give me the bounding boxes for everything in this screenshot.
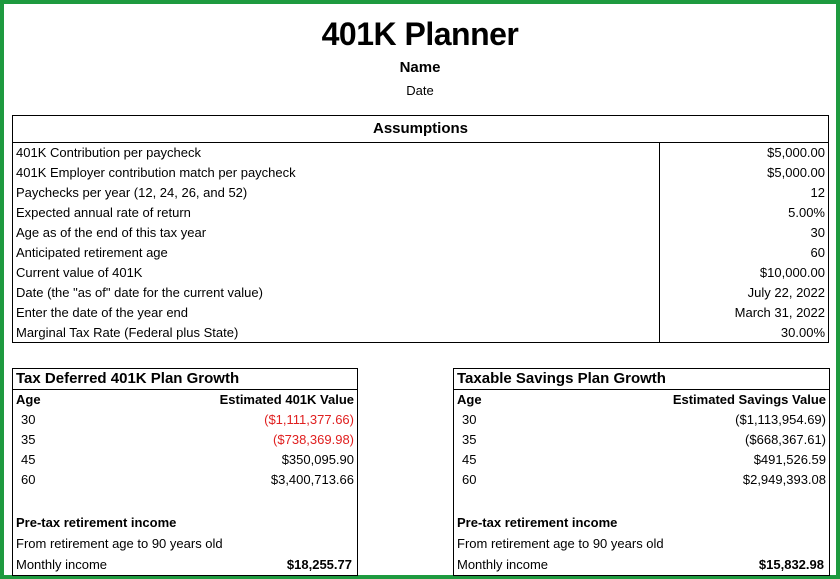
age-cell: 30 — [21, 412, 36, 427]
assumption-value[interactable]: 12 — [810, 185, 825, 200]
monthly-income-label: Monthly income — [457, 557, 549, 572]
table-row — [13, 430, 357, 450]
age-cell: 35 — [462, 432, 477, 447]
assumption-label: Expected annual rate of return — [13, 203, 660, 223]
assumption-label: 401K Employer contribution match per paycheck — [13, 163, 660, 183]
income-heading: Pre-tax retirement income — [457, 515, 618, 530]
table-row — [454, 430, 829, 450]
age-cell: 60 — [21, 472, 36, 487]
monthly-income-row — [13, 555, 357, 575]
assumption-value[interactable]: March 31, 2022 — [734, 305, 825, 320]
tax-deferred-title: Tax Deferred 401K Plan Growth — [13, 369, 357, 390]
assumption-row — [13, 183, 828, 203]
date-field[interactable]: Date — [406, 83, 434, 98]
assumption-row — [13, 163, 828, 183]
assumption-label: Anticipated retirement age — [13, 243, 660, 263]
assumption-row — [13, 203, 828, 223]
table-row — [13, 410, 357, 430]
assumption-value[interactable]: 60 — [810, 245, 825, 260]
value-column-header: Estimated Savings Value — [672, 392, 826, 407]
assumption-row — [13, 243, 828, 263]
assumption-row — [13, 143, 828, 163]
assumption-row — [13, 283, 828, 303]
income-note: From retirement age to 90 years old — [457, 536, 664, 551]
assumption-label: Enter the date of the year end — [13, 303, 660, 323]
assumption-label: Marginal Tax Rate (Federal plus State) — [13, 323, 660, 343]
assumption-value[interactable]: July 22, 2022 — [747, 285, 825, 300]
assumption-value[interactable]: 30 — [810, 225, 825, 240]
assumption-row — [13, 223, 828, 243]
assumption-label: Date (the "as of" date for the current value) — [13, 283, 660, 303]
value-cell: $2,949,393.08 — [742, 472, 826, 487]
assumption-row — [13, 263, 828, 283]
age-cell: 60 — [462, 472, 477, 487]
age-cell: 45 — [462, 452, 477, 467]
value-cell: $491,526.59 — [753, 452, 826, 467]
age-cell: 35 — [21, 432, 36, 447]
value-column-header: Estimated 401K Value — [219, 392, 354, 407]
table-header — [454, 390, 829, 410]
monthly-income-value: $18,255.77 — [286, 557, 352, 572]
assumption-label: 401K Contribution per paycheck — [13, 143, 660, 163]
age-cell: 45 — [21, 452, 36, 467]
assumptions-heading: Assumptions — [13, 116, 828, 143]
value-cell: $3,400,713.66 — [270, 472, 354, 487]
taxable-savings-title: Taxable Savings Plan Growth — [454, 369, 829, 390]
value-cell: ($668,367.61) — [745, 432, 826, 447]
table-row — [454, 470, 829, 490]
value-cell: $350,095.90 — [281, 452, 354, 467]
assumptions-table — [12, 115, 829, 343]
table-row — [13, 450, 357, 470]
page-title: 401K Planner — [321, 16, 519, 52]
assumption-label: Age as of the end of this tax year — [13, 223, 660, 243]
age-cell: 30 — [462, 412, 477, 427]
assumption-row — [13, 303, 828, 323]
table-header — [13, 390, 357, 410]
monthly-income-label: Monthly income — [16, 557, 108, 572]
tax-deferred-table — [12, 368, 358, 576]
value-cell: ($1,111,377.66) — [264, 412, 354, 427]
name-field[interactable]: Name — [399, 59, 441, 76]
table-row — [454, 450, 829, 470]
assumption-value[interactable]: $5,000.00 — [767, 165, 825, 180]
value-cell: ($1,113,954.69) — [735, 412, 826, 427]
table-row — [13, 470, 357, 490]
assumption-value[interactable]: 5.00% — [788, 205, 825, 220]
age-column-header: Age — [457, 392, 482, 407]
assumption-label: Current value of 401K — [13, 263, 660, 283]
assumption-value[interactable]: 30.00% — [780, 325, 825, 340]
assumption-value[interactable]: $10,000.00 — [759, 265, 825, 280]
assumption-row — [13, 323, 828, 343]
age-column-header: Age — [16, 392, 41, 407]
income-heading: Pre-tax retirement income — [16, 515, 177, 530]
monthly-income-row — [454, 555, 829, 575]
value-cell: ($738,369.98) — [273, 432, 354, 447]
monthly-income-value: $15,832.98 — [758, 557, 824, 572]
income-note: From retirement age to 90 years old — [16, 536, 223, 551]
assumption-label: Paychecks per year (12, 24, 26, and 52) — [13, 183, 660, 203]
taxable-savings-table — [453, 368, 830, 576]
assumption-value[interactable]: $5,000.00 — [767, 145, 825, 160]
table-row — [454, 410, 829, 430]
